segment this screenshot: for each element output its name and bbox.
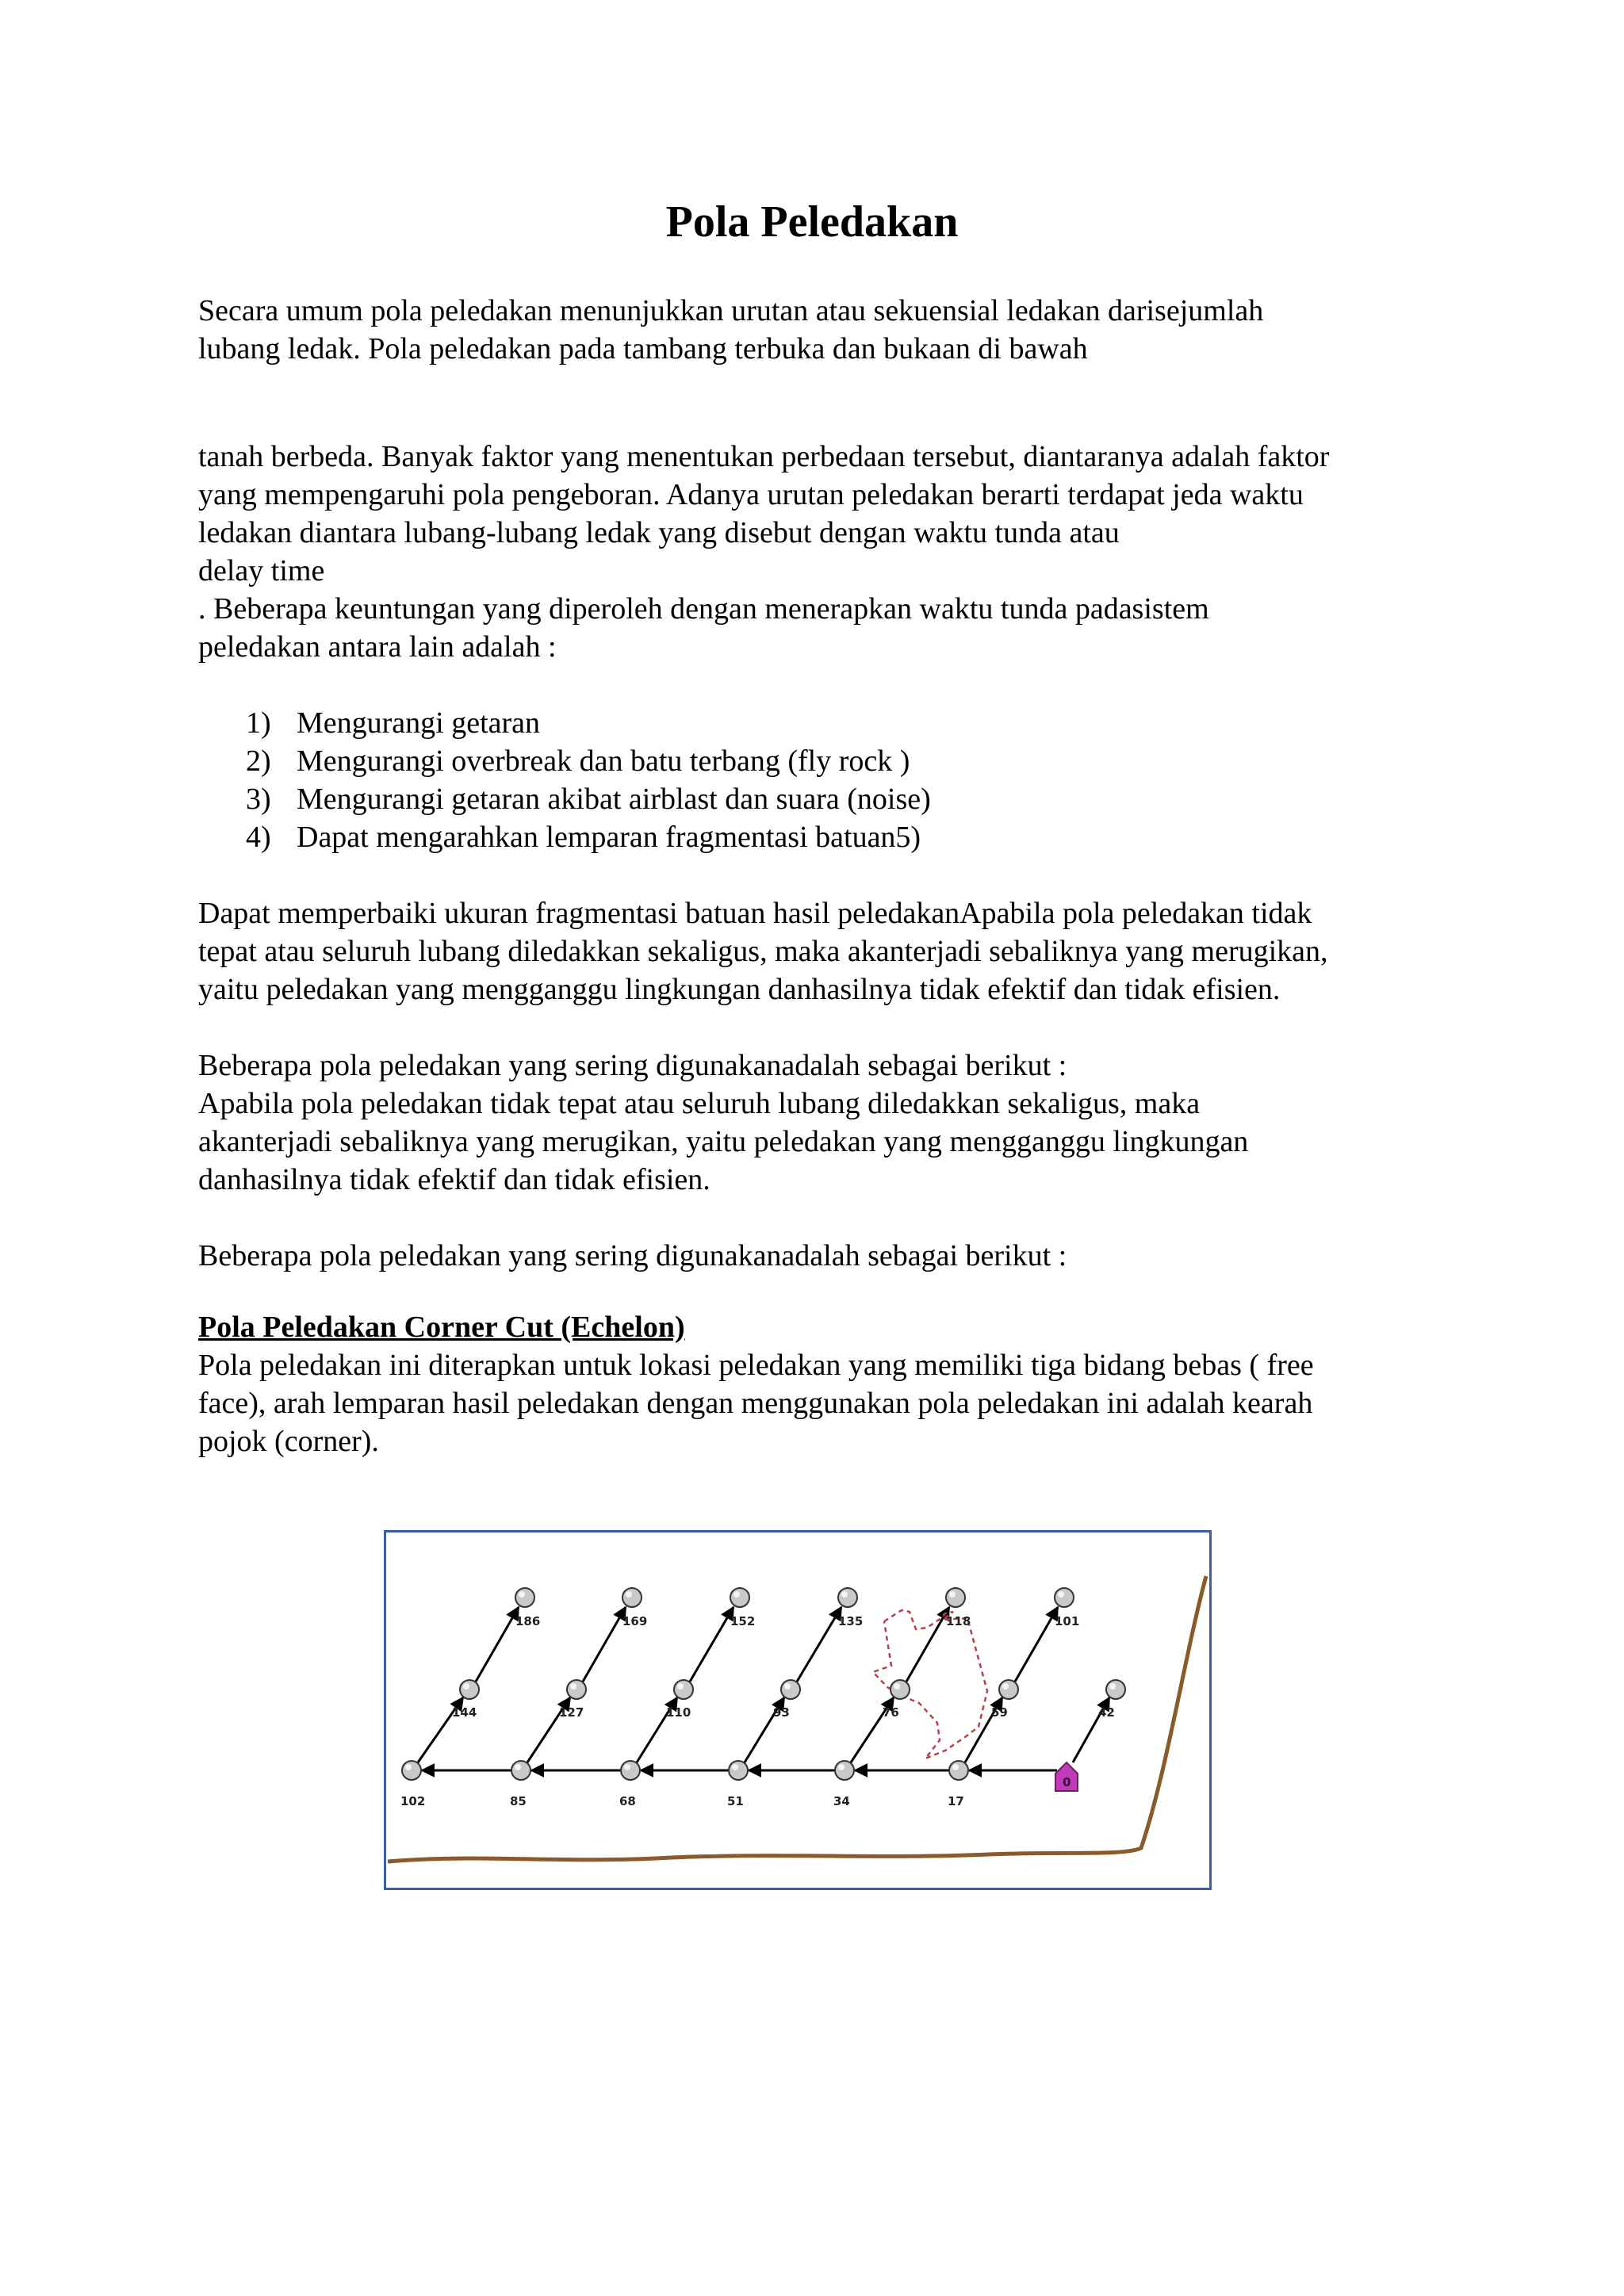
blast-hole [891, 1680, 910, 1699]
hole-label: 101 [1055, 1614, 1080, 1628]
list-item [246, 704, 931, 742]
text-line: Secara umum pola peledakan menunjukkan urutan atau sekuensial ledakan darisejumlah [198, 294, 1264, 327]
paragraph-fragmentation [198, 894, 1467, 1008]
hole-label: 93 [773, 1705, 790, 1720]
blast-hole [999, 1680, 1018, 1699]
blast-hole [674, 1680, 693, 1699]
hole-label: 110 [666, 1705, 691, 1720]
hole-highlight [952, 1764, 959, 1770]
hole-highlight [838, 1764, 845, 1770]
hole-highlight [1109, 1683, 1116, 1689]
blast-hole [946, 1588, 965, 1607]
hole-highlight [405, 1764, 412, 1770]
text-line: peledakan antara lain adalah : [198, 630, 557, 664]
list-item [246, 742, 931, 780]
text-line: yaitu peledakan yang mengganggu lingkungan danhasilnya tidak efektif dan tidak efisien. [198, 973, 1281, 1006]
blast-hole [567, 1680, 586, 1699]
blast-hole [1106, 1680, 1125, 1699]
list-item [246, 818, 931, 856]
text-line: Pola peledakan ini diterapkan untuk lokasi peledakan yang memiliki tiga bidang bebas ( free [198, 1349, 1314, 1382]
blast-hole [621, 1761, 640, 1780]
hole-label: 42 [1098, 1705, 1115, 1720]
text-line: Dapat memperbaiki ukuran fragmentasi batuan hasil peledakanApabila pola peledakan tidak [198, 897, 1312, 930]
text-line: lubang ledak. Pola peledakan pada tambang terbuka dan bukaan di bawah [198, 332, 1088, 365]
text-line: tepat atau seluruh lubang diledakkan sekaligus, maka akanterjadi sebaliknya yang merugikan, [198, 935, 1328, 968]
blast-hole [511, 1761, 530, 1780]
delay-connector [583, 1607, 626, 1682]
list-number: 1) [246, 706, 271, 740]
hole-highlight [463, 1683, 469, 1689]
hole-highlight [677, 1683, 684, 1689]
page-title: Pola Peledakan [665, 197, 959, 247]
hole-highlight [1058, 1591, 1064, 1598]
delay-connector [1015, 1607, 1058, 1682]
hole-label: 76 [883, 1705, 899, 1720]
hole-highlight [841, 1591, 848, 1598]
hole-highlight [626, 1591, 632, 1598]
list-item-text: Mengurangi getaran akibat airblast dan suara (noise) [297, 783, 931, 816]
blast-hole [622, 1588, 642, 1607]
blast-hole [949, 1761, 968, 1780]
hole-highlight [519, 1591, 525, 1598]
text-line: ledakan diantara lubang-lubang ledak yang disebut dengan waktu tunda atau [198, 516, 1120, 549]
text-line: tanah berbeda. Banyak faktor yang menentukan perbedaan tersebut, diantaranya adalah faktor [198, 440, 1330, 473]
paragraph-patterns [198, 1047, 1467, 1199]
hole-highlight [732, 1764, 738, 1770]
list-item-text: Mengurangi overbreak dan batu terbang (fly rock ) [297, 744, 910, 778]
hole-label: 186 [515, 1614, 541, 1628]
corner-cut-diagram [384, 1530, 1212, 1890]
hole-highlight [784, 1683, 791, 1689]
hole-label: 127 [559, 1705, 584, 1720]
hole-highlight [894, 1683, 900, 1689]
text-line: Beberapa pola peledakan yang sering digunakanadalah sebagai berikut : [198, 1049, 1067, 1082]
text-line: . Beberapa keuntungan yang diperoleh dengan menerapkan waktu tunda padasistem [198, 592, 1209, 626]
text-line: delay time [198, 554, 325, 587]
list-number: 2) [246, 744, 271, 778]
diagram-canvas [386, 1533, 1209, 1888]
delay-connector [690, 1607, 733, 1682]
hole-label: 118 [946, 1614, 971, 1628]
hole-label: 135 [838, 1614, 864, 1628]
blast-hole [729, 1761, 748, 1780]
text-line: yang mempengaruhi pola pengeboran. Adanya urutan peledakan berarti terdapat jeda waktu [198, 478, 1304, 511]
list-item [246, 780, 931, 818]
blast-hole [1055, 1588, 1074, 1607]
hole-highlight [624, 1764, 630, 1770]
hole-label: 85 [510, 1794, 527, 1808]
delay-connector [797, 1607, 841, 1682]
hole-label: 51 [727, 1794, 744, 1808]
paragraph-corner-cut [198, 1346, 1467, 1460]
hole-label: 152 [730, 1614, 756, 1628]
hole-label: 169 [622, 1614, 648, 1628]
text-line: pojok (corner). [198, 1425, 379, 1458]
blast-hole [515, 1588, 534, 1607]
list-item-text: Mengurangi getaran [297, 706, 541, 740]
hole-label: 68 [619, 1794, 636, 1808]
blast-hole [730, 1588, 749, 1607]
blast-hole [781, 1680, 800, 1699]
hole-highlight [515, 1764, 521, 1770]
list-number: 4) [246, 821, 271, 854]
paragraph-delay-time [198, 438, 1467, 666]
text-line: Beberapa pola peledakan yang sering digunakanadalah sebagai berikut : [198, 1239, 1067, 1272]
hole-label: 34 [833, 1794, 850, 1808]
benefits-list [246, 704, 931, 856]
delay-connector [476, 1607, 519, 1682]
hole-highlight [949, 1591, 956, 1598]
blast-hole [835, 1761, 854, 1780]
paragraph-patterns-repeat [198, 1237, 1467, 1275]
blast-hole [838, 1588, 857, 1607]
section-heading: Pola Peledakan Corner Cut (Echelon) [198, 1311, 685, 1344]
text-line: face), arah lemparan hasil peledakan dengan menggunakan pola peledakan ini adalah kearah [198, 1387, 1313, 1420]
hole-label: 59 [991, 1705, 1008, 1720]
hole-label: 144 [452, 1705, 477, 1720]
hole-label: 102 [400, 1794, 426, 1808]
hole-highlight [1002, 1683, 1009, 1689]
hole-highlight [733, 1591, 740, 1598]
hole-label: 17 [948, 1794, 964, 1808]
list-item-text: Dapat mengarahkan lemparan fragmentasi batuan5) [297, 821, 921, 854]
blast-hole [460, 1680, 479, 1699]
text-line: akanterjadi sebaliknya yang merugikan, yaitu peledakan yang mengganggu lingkungan [198, 1125, 1249, 1158]
firing-pattern-outline [873, 1610, 987, 1758]
list-number: 3) [246, 783, 271, 816]
blast-hole [402, 1761, 421, 1780]
hole-label: 0 [1063, 1775, 1071, 1789]
hole-highlight [570, 1683, 576, 1689]
text-line: danhasilnya tidak efektif dan tidak efisien. [198, 1163, 710, 1196]
text-line: Apabila pola peledakan tidak tepat atau seluruh lubang diledakkan sekaligus, maka [198, 1087, 1201, 1120]
paragraph-intro [198, 292, 1467, 368]
